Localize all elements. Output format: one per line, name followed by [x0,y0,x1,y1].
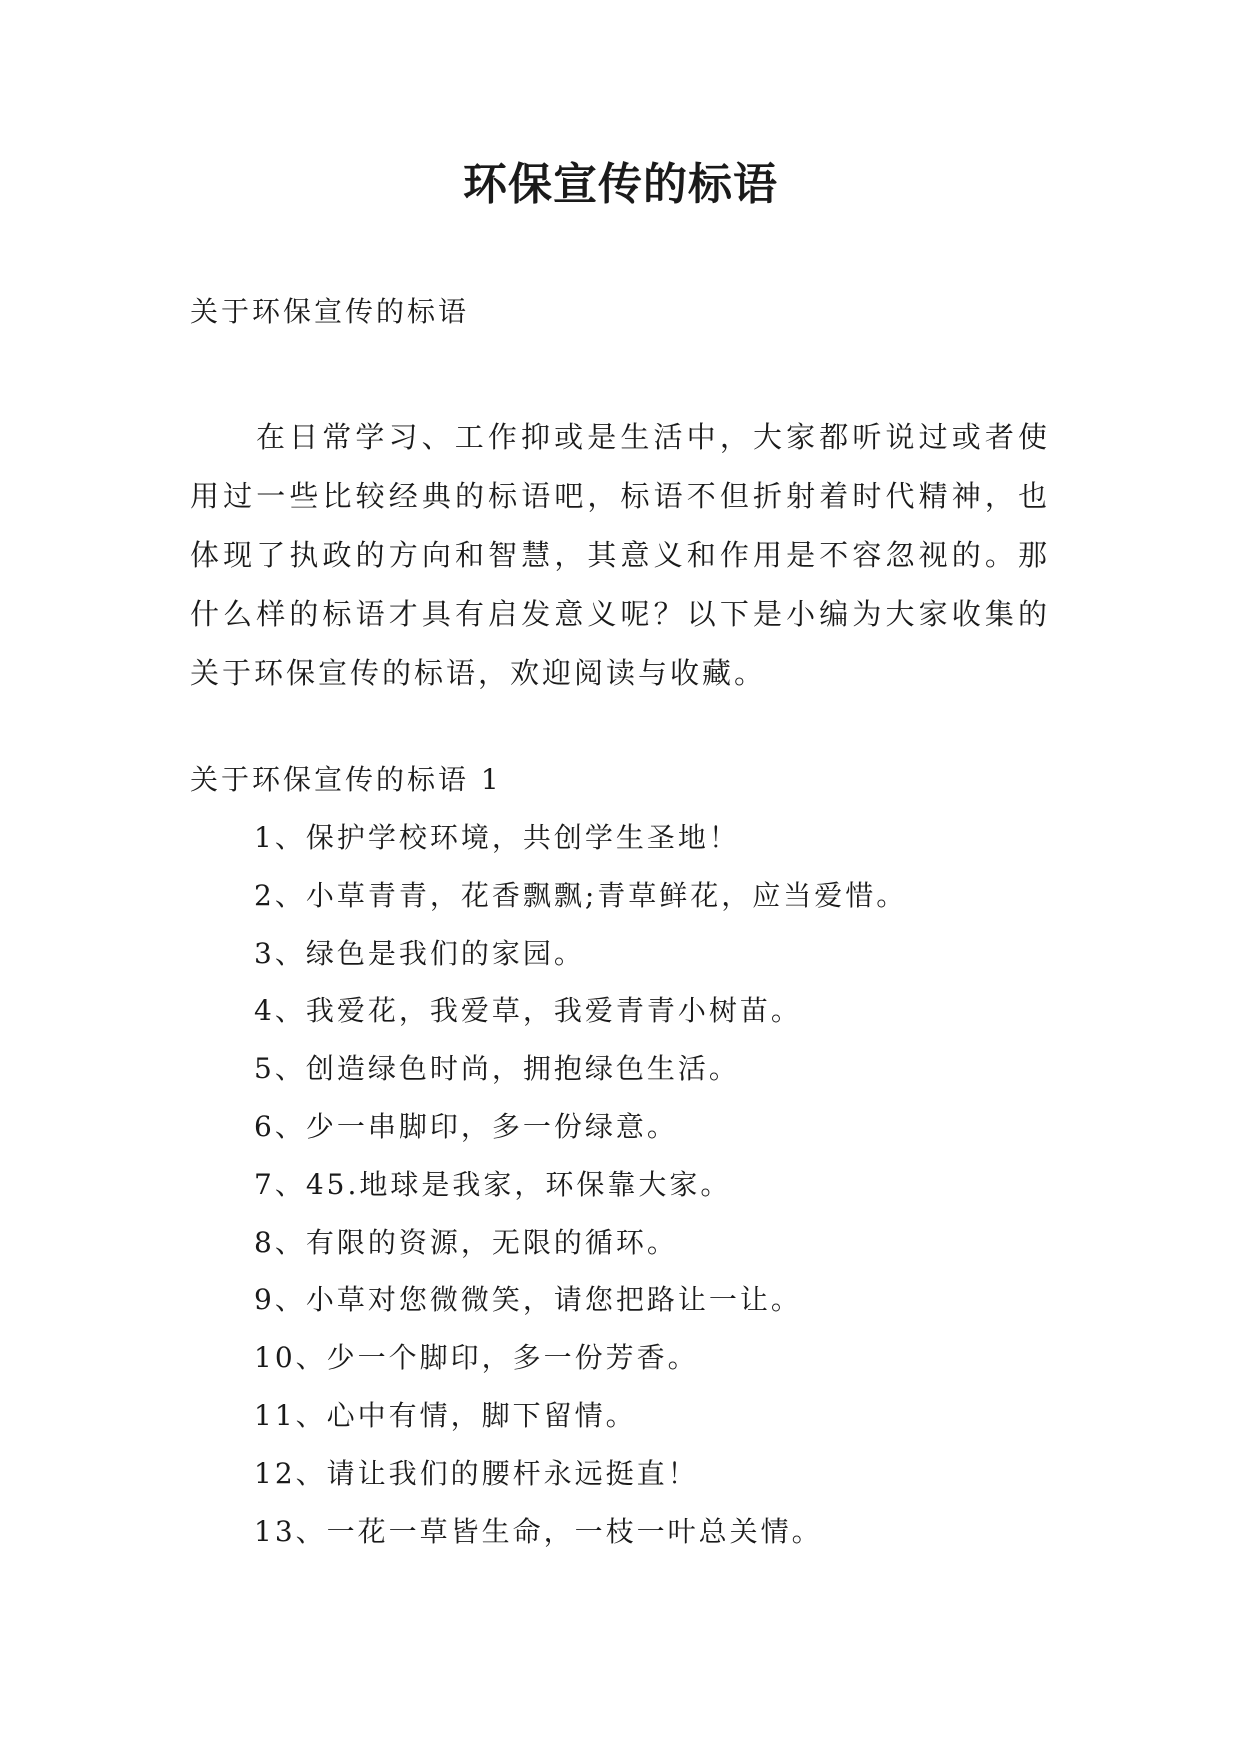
document-title: 环保宣传的标语 [463,159,778,210]
list-item: 9、小草对您微微笑，请您把路让一让。 [254,1283,802,1317]
section-heading: 关于环保宣传的标语 1 [190,763,502,796]
list-item: 13、一花一草皆生命，一枝一叶总关情。 [254,1514,823,1548]
list-item: 8、有限的资源，无限的循环。 [254,1225,678,1259]
slogan-list [254,818,907,1569]
list-item: 3、绿色是我们的家园。 [254,936,585,970]
list-item: 6、少一串脚印，多一份绿意。 [254,1109,678,1143]
list-item: 1、保护学校环境，共创学生圣地！ [254,821,740,854]
intro-paragraph: 在日常学习、工作抑或是生活中，大家都听说过或者使用过一些比较经典的标语吧，标语不但折射着时代精神，也体现了执政的方向和智慧，其意义和作用是不容忽视的。那什么样的标语才具有启发意义呢？以下是小编为大家收集的关于环保宣传的标语，欢迎阅读与收藏。 [190,420,1050,690]
list-item: 5、创造绿色时尚，拥抱绿色生活。 [254,1052,740,1086]
list-item: 11、心中有情，脚下留情。 [254,1398,637,1432]
list-item: 7、45.地球是我家，环保靠大家。 [254,1167,732,1201]
list-item: 12、请让我们的腰杆永远挺直！ [254,1456,699,1490]
list-item: 4、我爱花，我爱草，我爱青青小树苗。 [254,994,802,1028]
document-subtitle: 关于环保宣传的标语 [190,295,470,328]
list-item: 2、小草青青，花香飘飘;青草鲜花，应当爱惜。 [254,878,908,912]
list-item: 10、少一个脚印，多一份芳香。 [254,1341,699,1375]
